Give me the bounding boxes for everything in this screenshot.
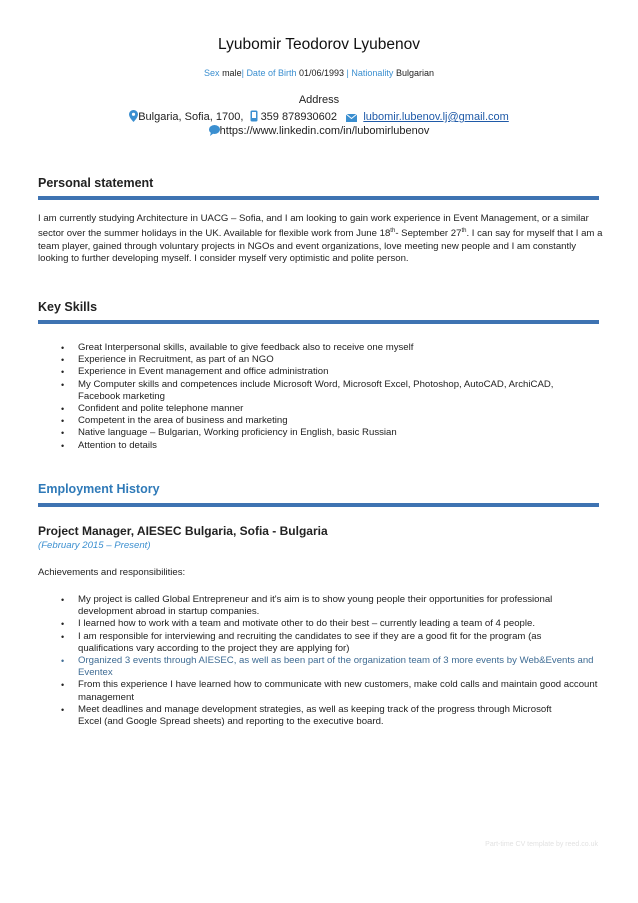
cv-name: Lyubomir Teodorov Lyubenov bbox=[218, 36, 420, 53]
section-divider bbox=[38, 320, 599, 324]
list-item: • My Computer skills and competences include Microsoft Word, Microsoft Excel, Photoshop, AutoCAD, ArchiCAD, Facebook marketing bbox=[38, 379, 598, 403]
nationality-label: Nationality bbox=[351, 68, 394, 78]
list-item: • Native language – Bulgarian, Working proficiency in English, basic Russian bbox=[38, 427, 598, 439]
personal-statement-text: I am currently studying Architecture in UACG – Sofia, and I am looking to gain work experience in Event Management, or a similar sector over the summer holidays in the UK. Available for flexible work from June 18th- September 27th. I can say for myself that I am a team player, gained through voluntary projects in NGOs and event organizations, love meeting new people and I am constantly looking to further developing myself. I consider myself very optimistic and polite person. bbox=[38, 213, 603, 265]
key-skills-heading: Key Skills bbox=[38, 300, 98, 314]
speech-bubble-icon bbox=[209, 125, 220, 139]
dob-value: 01/06/1993 bbox=[298, 68, 345, 78]
address-label: Address bbox=[298, 94, 340, 106]
list-item: • I learned how to work with a team and motivate other to do their best – currently leading a team of 4 people. bbox=[38, 618, 598, 630]
job-dates: (February 2015 – Present) bbox=[38, 540, 151, 551]
achievements-list bbox=[38, 594, 598, 728]
list-item: • Meet deadlines and manage development strategies, as well as keeping track of the progress through Microsoft Excel (and Google Spread sheets) and reporting to the executive board. bbox=[38, 704, 598, 728]
location-pin-icon bbox=[129, 110, 138, 125]
nationality-value: Bulgarian bbox=[395, 68, 434, 78]
personal-details-line: Sex male| Date of Birth 01/06/1993 | Nationality Bulgarian bbox=[204, 68, 434, 78]
list-item: • My project is called Global Entrepreneur and it's aim is to show young people their opportunities for professional development abroad in startup companies. bbox=[38, 594, 598, 618]
list-item: • Attention to details bbox=[38, 440, 598, 452]
footer-credit: Part-time CV template by reed.co.uk bbox=[485, 841, 598, 848]
phone-value: 359 878930602 bbox=[260, 111, 338, 123]
personal-statement-heading: Personal statement bbox=[38, 176, 154, 190]
list-item: • Experience in Event management and office administration bbox=[38, 366, 598, 378]
key-skills-list bbox=[38, 342, 598, 452]
sex-value: male bbox=[222, 68, 242, 78]
section-divider bbox=[38, 503, 599, 507]
list-item: • Confident and polite telephone manner bbox=[38, 403, 598, 415]
achievements-label: Achievements and responsibilities: bbox=[38, 567, 186, 578]
list-item: • Experience in Recruitment, as part of an NGO bbox=[38, 354, 598, 366]
website-line bbox=[0, 125, 638, 139]
list-item: • Organized 3 events through AIESEC, as well as been part of the organization team of 3 more events by Web&Events and Eventex bbox=[38, 655, 598, 679]
employment-history-heading: Employment History bbox=[38, 482, 160, 496]
email-link[interactable]: lubomir.lubenov.lj@gmail.com bbox=[363, 111, 509, 123]
dob-label: Date of Birth bbox=[246, 68, 297, 78]
envelope-icon bbox=[346, 113, 357, 125]
website-value[interactable]: https://www.linkedin.com/in/lubomirlubenov bbox=[219, 125, 430, 137]
address-value: Bulgaria, Sofia, 1700, bbox=[138, 111, 244, 123]
list-item: • From this experience I have learned how to communicate with new customers, make cold calls and maintain good account management bbox=[38, 679, 598, 703]
phone-icon bbox=[250, 110, 258, 125]
section-divider bbox=[38, 196, 599, 200]
list-item: • Competent in the area of business and marketing bbox=[38, 415, 598, 427]
contact-line bbox=[0, 110, 638, 125]
sex-label: Sex bbox=[204, 68, 220, 78]
list-item: • Great Interpersonal skills, available to give feedback also to receive one myself bbox=[38, 342, 598, 354]
job-title: Project Manager, AIESEC Bulgaria, Sofia - Bulgaria bbox=[38, 524, 328, 538]
list-item: • I am responsible for interviewing and recruiting the candidates to see if they are a good fit for the program (as qualifications vary according to the project they are applying for) bbox=[38, 631, 598, 655]
